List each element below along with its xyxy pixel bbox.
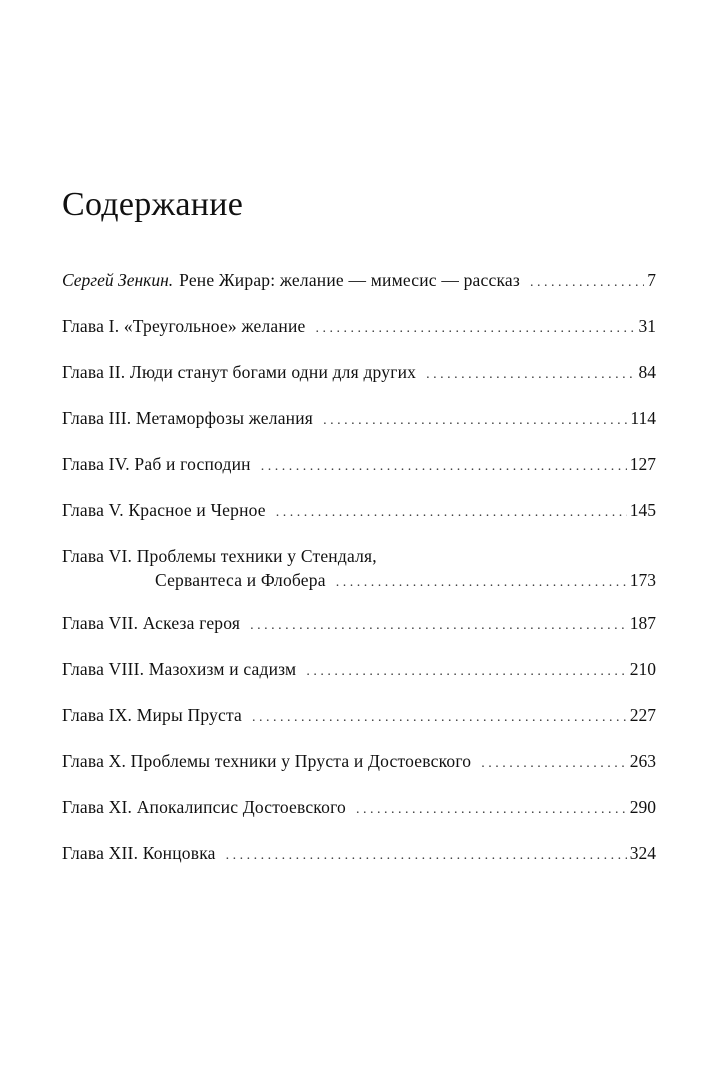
toc-entry-title: Глава I. «Треугольное» желание (62, 316, 306, 336)
toc-entry-author: Сергей Зенкин. (62, 270, 174, 290)
toc-entry-page: 84 (638, 362, 656, 382)
dot-leader (356, 798, 627, 822)
toc-entry-title: Глава III. Метаморфозы желания (62, 408, 314, 428)
toc-entry-title: Рене Жирар: желание — мимесис — рассказ (179, 270, 520, 290)
dot-leader (336, 571, 627, 595)
dot-leader (250, 614, 627, 638)
toc-entry-title-continued: Сервантеса и Флобера (155, 570, 326, 590)
toc-entry-page: 173 (629, 570, 656, 590)
toc-entry-chapter-4[interactable] (62, 452, 656, 476)
toc-entry-chapter-2[interactable] (62, 360, 656, 384)
toc-entry-chapter-11[interactable] (62, 795, 656, 819)
toc-entry-chapter-9[interactable] (62, 703, 656, 727)
toc-entry-chapter-10[interactable] (62, 749, 656, 773)
toc-entry-chapter-3[interactable] (62, 406, 656, 430)
toc-entry-chapter-5[interactable] (62, 498, 656, 522)
toc-entry-chapter-8[interactable] (62, 657, 656, 681)
toc-entry-title: Глава VIII. Мазохизм и садизм (62, 659, 297, 679)
toc-entry-title: Глава IX. Миры Пруста (62, 705, 243, 725)
toc-entry-title: Глава VII. Аскеза героя (62, 613, 241, 633)
toc-entry-title: Глава II. Люди станут богами одни для других (62, 362, 417, 382)
toc-entry-chapter-12[interactable] (62, 841, 656, 865)
dot-leader (306, 660, 626, 684)
table-of-contents (62, 268, 656, 887)
dot-leader (261, 455, 627, 479)
toc-entry-title: Глава XII. Концовка (62, 843, 216, 863)
toc-entry-page: 263 (629, 751, 656, 771)
toc-entry-title: Глава X. Проблемы техники у Пруста и Достоевского (62, 751, 472, 771)
toc-entry-page: 324 (629, 843, 656, 863)
toc-entry-page: 290 (629, 797, 656, 817)
toc-entry-page: 210 (629, 659, 656, 679)
toc-entry-page: 127 (629, 454, 656, 474)
toc-entry-page: 187 (629, 613, 656, 633)
toc-entry-chapter-7[interactable] (62, 611, 656, 635)
dot-leader (315, 317, 635, 341)
toc-entry-page: 114 (630, 408, 656, 428)
toc-entry-page: 31 (638, 316, 656, 336)
dot-leader (226, 844, 627, 868)
toc-entry-title: Глава IV. Раб и господин (62, 454, 251, 474)
toc-entry-title: Глава VI. Проблемы техники у Стендаля, (62, 546, 377, 566)
dot-leader (530, 271, 644, 295)
toc-entry-introduction[interactable] (62, 268, 656, 292)
toc-entry-title: Глава XI. Апокалипсис Достоевского (62, 797, 346, 817)
dot-leader (323, 409, 627, 433)
dot-leader (426, 363, 635, 387)
toc-entry-chapter-1[interactable] (62, 314, 656, 338)
toc-entry-page: 7 (647, 270, 656, 290)
page-title: Содержание (62, 186, 244, 223)
toc-entry-page: 227 (629, 705, 656, 725)
toc-entry-chapter-6[interactable] (62, 544, 656, 592)
dot-leader (252, 706, 627, 730)
dot-leader (276, 501, 627, 525)
dot-leader (481, 752, 627, 776)
toc-entry-title: Глава V. Красное и Черное (62, 500, 266, 520)
toc-entry-page: 145 (629, 500, 656, 520)
